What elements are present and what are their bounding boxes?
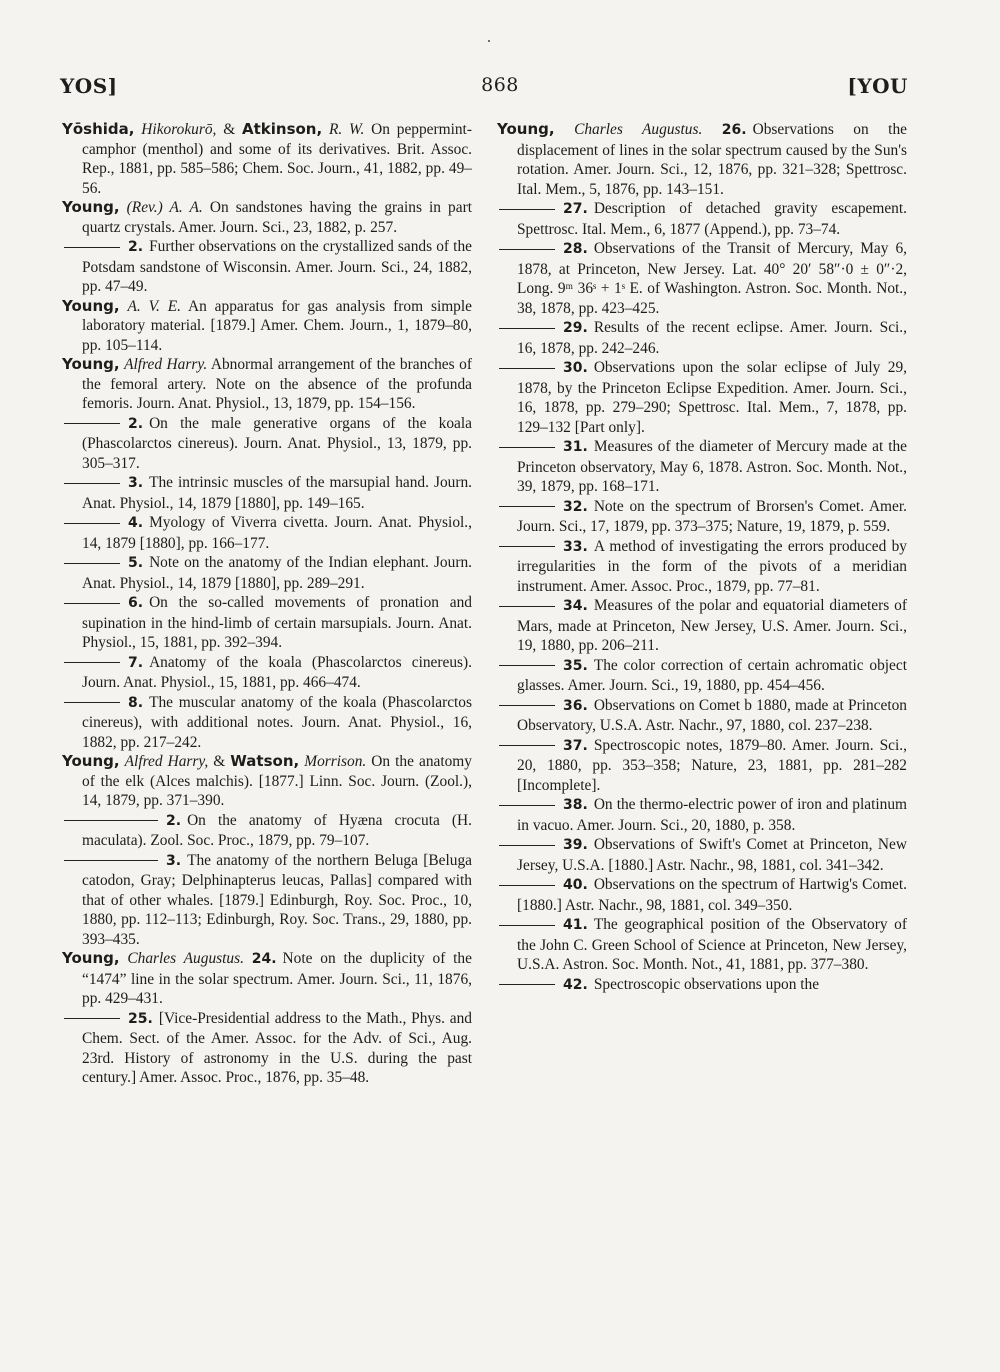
entry-text: Anatomy of the koala (Phascolarctos cinereus). Journ. Anat. Physiol., 15, 1881, pp. 466–474. [82,653,472,691]
ditto-dash [499,845,555,846]
entry-number: 42. [563,976,588,993]
entry-number: 40. [563,877,588,893]
continued-entry [497,795,907,835]
entry-text: Abnormal arrangement of the branches of the femoral artery. Note on the absence of the profunda femoris. Journ. Anat. Physiol., 13, 1879, pp. 154–156. [82,356,472,412]
ditto-dash [64,662,120,663]
author-entry [62,355,472,414]
entry-number: 31. [563,439,588,455]
entry-number: 34. [563,598,588,614]
continued-entry [497,318,907,358]
continued-entry [497,696,907,736]
ditto-dash [499,984,555,985]
entry-text: Observations of the Transit of Mercury, May 6, 1878, at Princeton, New Jersey. Lat. 40° 20′ 58″·0 ± 0″·2, Long. 9ᵐ 36ˢ + 1ˢ E. of Washington. Astron. Soc. Month. Not., 38, 1878, pp. 423–425. [517,240,907,317]
author-entry [62,297,472,356]
continued-entry [497,915,907,975]
author-name: Young, [62,198,120,216]
author-given-name: Morrison. [304,753,367,770]
entry-text: On the thermo-electric power of iron and platinum in vacuo. Amer. Journ. Sci., 20, 1880, p. 358. [517,796,907,834]
entry-number: 8. [128,694,144,711]
continued-entry [62,473,472,513]
left-column [62,120,472,1088]
author-name: Young, [62,296,120,315]
ditto-dash [499,546,555,547]
entry-text: An apparatus for gas analysis from simple laboratory material. [1879.] Amer. Chem. Journ., 1, 1879–80, pp. 105–114. [82,297,472,354]
entry-text: On the anatomy of the elk (Alces malchis). [1877.] Linn. Soc. Journ. (Zool.), 14, 1879, pp. 371–390. [82,753,472,809]
author-given-name: A. V. E. [127,297,181,315]
continued-entry [62,593,472,653]
entry-text: Note on the duplicity of the “1474” line in the solar spectrum. Amer. Journ. Sci., 11, 1876, pp. 429–431. [82,950,472,1007]
header-right: [YOU [847,74,908,98]
continued-entry [497,656,907,696]
entry-number: 2. [128,239,144,255]
author-name: Young, [62,355,120,373]
entry-text: Note on the spectrum of Brorsen's Comet. Amer. Journ. Sci., 17, 1879, pp. 373–375; Nature, 19, 1879, p. 559. [517,497,907,535]
ditto-dash [499,368,555,369]
author-name: Young, [497,120,555,138]
continued-entry [62,414,472,474]
entry-number: 2. [128,415,144,432]
author-entry [62,949,472,1009]
entry-number: 25. [128,1010,153,1027]
entry-number: 36. [563,697,588,714]
author-entry [497,120,907,199]
author-given-name: R. W. [329,121,365,138]
author-given-name: Alfred Harry. [124,356,208,373]
continued-entry [62,653,472,693]
entry-text: On sandstones having the grains in part quartz crystals. Amer. Journ. Sci., 23, 1882, p. 257. [82,199,472,236]
entry-text: Observations on Comet b 1880, made at Princeton Observatory, U.S.A. Astr. Nachr., 97, 1880, col. 237–238. [517,696,907,734]
entry-number: 3. [166,852,182,869]
continued-entry [497,497,907,537]
entry-text: Note on the anatomy of the Indian elephant. Journ. Anat. Physiol., 14, 1879 [1880], pp. 289–291. [82,554,472,592]
right-column [497,120,907,995]
continued-entry [62,1009,472,1088]
continued-entry [497,875,907,915]
entry-number: 30. [563,360,588,376]
entry-text: A method of investigating the errors produced by irregularities in the form of the pivots of a meridian instrument. Amer. Assoc. Proc., 1879, pp. 77–81. [517,537,907,595]
ditto-dash [64,523,120,524]
continued-entry [497,358,907,437]
author-separator: & [213,753,226,770]
page-number: 868 [481,74,519,96]
author-given-name: Alfred Harry, [124,753,209,770]
header-left: YOS] [60,74,118,98]
ditto-dash [64,483,120,484]
ditto-dash [64,820,158,821]
continued-entry [497,596,907,656]
entry-text: On the anatomy of Hyæna crocuta (H. maculata). Zool. Soc. Proc., 1879, pp. 79–107. [82,811,472,849]
author-entry [62,120,472,198]
ditto-dash [499,606,555,607]
entry-number: 27. [563,201,588,217]
entry-number: 4. [128,515,144,531]
continued-entry [497,835,907,875]
author-separator: & [223,121,236,138]
continued-entry [62,553,472,593]
ditto-dash [64,563,120,564]
entry-text: Spectroscopic notes, 1879–80. Amer. Journ. Sci., 20, 1880, pp. 353–358; Nature, 23, 1881, pp. 281–282 [Incomplete]. [517,736,907,794]
ditto-dash [499,506,555,507]
continued-entry [497,437,907,497]
entry-number: 35. [563,657,588,674]
ditto-dash [499,665,555,666]
author-entry [62,198,472,237]
entry-text: Measures of the diameter of Mercury made at the Princeton observatory, May 6, 1878. Astron. Soc. Month. Not., 39, 1879, pp. 168–171. [517,438,907,495]
author-given-name: Charles Augustus. [574,121,703,138]
ditto-dash [499,447,555,448]
ditto-dash [499,705,555,706]
entry-number: 37. [563,737,588,754]
ditto-dash [499,805,555,806]
entry-number: 24. [251,951,277,967]
continued-entry [62,851,472,950]
author-name: Atkinson, [242,120,323,138]
continued-entry [497,199,907,239]
author-given-name: Charles Augustus. [127,950,244,967]
entry-text: The intrinsic muscles of the marsupial hand. Journ. Anat. Physiol., 14, 1879 [1880], pp. 149–165. [82,474,472,512]
continued-entry [497,239,907,318]
ditto-dash [499,925,555,926]
entry-text: On peppermint-camphor (menthol) and some of its derivatives. Brit. Assoc. Rep., 1881, pp. 585–586; Chem. Soc. Journ., 41, 1882, pp. 49–56. [82,121,472,197]
entry-text: Further observations on the crystallized sands of the Potsdam sandstone of Wisconsin. Amer. Journ. Sci., 24, 1882, pp. 47–49. [82,238,472,295]
entry-number: 39. [563,837,588,853]
entry-number: 5. [128,555,144,571]
author-name: Watson, [230,752,300,770]
entry-text: Myology of Viverra civetta. Journ. Anat. Physiol., 14, 1879 [1880], pp. 166–177. [82,514,472,552]
entry-text: The geographical position of the Observatory of the John C. Green School of Science at Princeton, New Jersey, U.S.A. Astron. Soc. Month. Not., 41, 1881, pp. 377–380. [517,916,907,973]
entry-number: 6. [128,595,144,611]
entry-number: 38. [563,797,588,813]
entry-text: Observations on the spectrum of Hartwig's Comet. [1880.] Astr. Nachr., 98, 1881, col. 349–350. [517,876,907,914]
entry-number: 41. [563,917,588,933]
entry-number: 2. [166,812,182,829]
entry-number: 29. [563,320,588,336]
entry-text: Observations on the displacement of lines in the solar spectrum caused by the Sun's rotation. Amer. Journ. Sci., 12, 1876, pp. 321–328; Spettrosc. Ital. Mem., 5, 1876, pp. 143–151. [517,121,907,198]
continued-entry [497,736,907,796]
continued-entry [62,693,472,753]
ditto-dash [499,885,555,886]
author-name: Young, [62,949,120,967]
author-given-name: (Rev.) A. A. [126,199,203,216]
entry-text: Description of detached gravity escapement. Spettrosc. Ital. Mem., 6, 1877 (Append.), pp. 73–74. [517,200,907,238]
entry-text: Results of the recent eclipse. Amer. Journ. Sci., 16, 1878, pp. 242–246. [517,319,907,357]
author-name: Young, [62,752,120,770]
ditto-dash [64,702,120,703]
ditto-dash [64,423,120,424]
ditto-dash [499,249,555,250]
continued-entry [62,237,472,297]
entry-text: [Vice-Presidential address to the Math., Phys. and Chem. Sect. of the Amer. Assoc. for the Adv. of Sci., Aug. 23rd. History of astronomy in the U.S. during the past century.] Amer. Assoc. Proc., 1876, pp. 35–48. [82,1009,472,1086]
entry-text: Observations of Swift's Comet at Princeton, New Jersey, U.S.A. [1880.] Astr. Nachr., 98, 1881, col. 341–342. [517,836,907,874]
entry-text: The anatomy of the northern Beluga [Beluga catodon, Gray; Delphinapterus leucas, Pallas] compared with that of other whales. [1879.] Edinburgh, Roy. Soc. Proc., 10, 1880, pp. 112–113; Edinburgh, Roy. Soc. Trans., 29, 1880, pp. 393–435. [82,851,472,948]
entry-number: 32. [563,498,588,515]
author-given-name: Hikorokurō, [141,121,217,138]
author-name: Yōshida, [62,120,135,138]
ditto-dash [64,1018,120,1019]
entry-text: The muscular anatomy of the koala (Phascolarctos cinereus), with additional notes. Journ. Anat. Physiol., 16, 1882, pp. 217–242. [82,693,472,751]
ditto-dash [64,603,120,604]
entry-number: 7. [128,654,144,671]
ditto-dash [499,328,555,329]
speck [488,40,490,42]
author-entry [62,752,472,811]
continued-entry [497,537,907,597]
ditto-dash [64,860,158,861]
entry-number: 26. [721,122,747,138]
ditto-dash [499,209,555,210]
entry-text: Spectroscopic observations upon the [593,975,820,993]
entry-number: 3. [128,475,144,491]
entry-text: On the so-called movements of pronation and supination in the hind-limb of certain marsupials. Journ. Anat. Physiol., 15, 1881, pp. 392–394. [82,594,472,651]
entry-text: The color correction of certain achromatic object glasses. Amer. Journ. Sci., 19, 1880, pp. 454–456. [517,656,907,694]
entry-text: Measures of the polar and equatorial diameters of Mars, made at Princeton, New Jersey, U.S. Amer. Journ. Sci., 19, 1880, pp. 206–211. [517,597,907,654]
ditto-dash [64,247,120,248]
ditto-dash [499,745,555,746]
entry-number: 28. [563,241,588,257]
continued-entry [62,513,472,553]
entry-text: Observations upon the solar eclipse of July 29, 1878, by the Princeton Eclipse Expedition. Amer. Journ. Sci., 16, 1878, pp. 279–290; Spettrosc. Ital. Mem., 7, 1878, pp. 129–132 [Part only]. [517,359,907,436]
entry-text: On the male generative organs of the koala (Phascolarctos cinereus). Journ. Anat. Physiol., 13, 1879, pp. 305–317. [82,414,472,472]
continued-entry [497,975,907,996]
continued-entry [62,811,472,851]
entry-number: 33. [563,538,588,555]
